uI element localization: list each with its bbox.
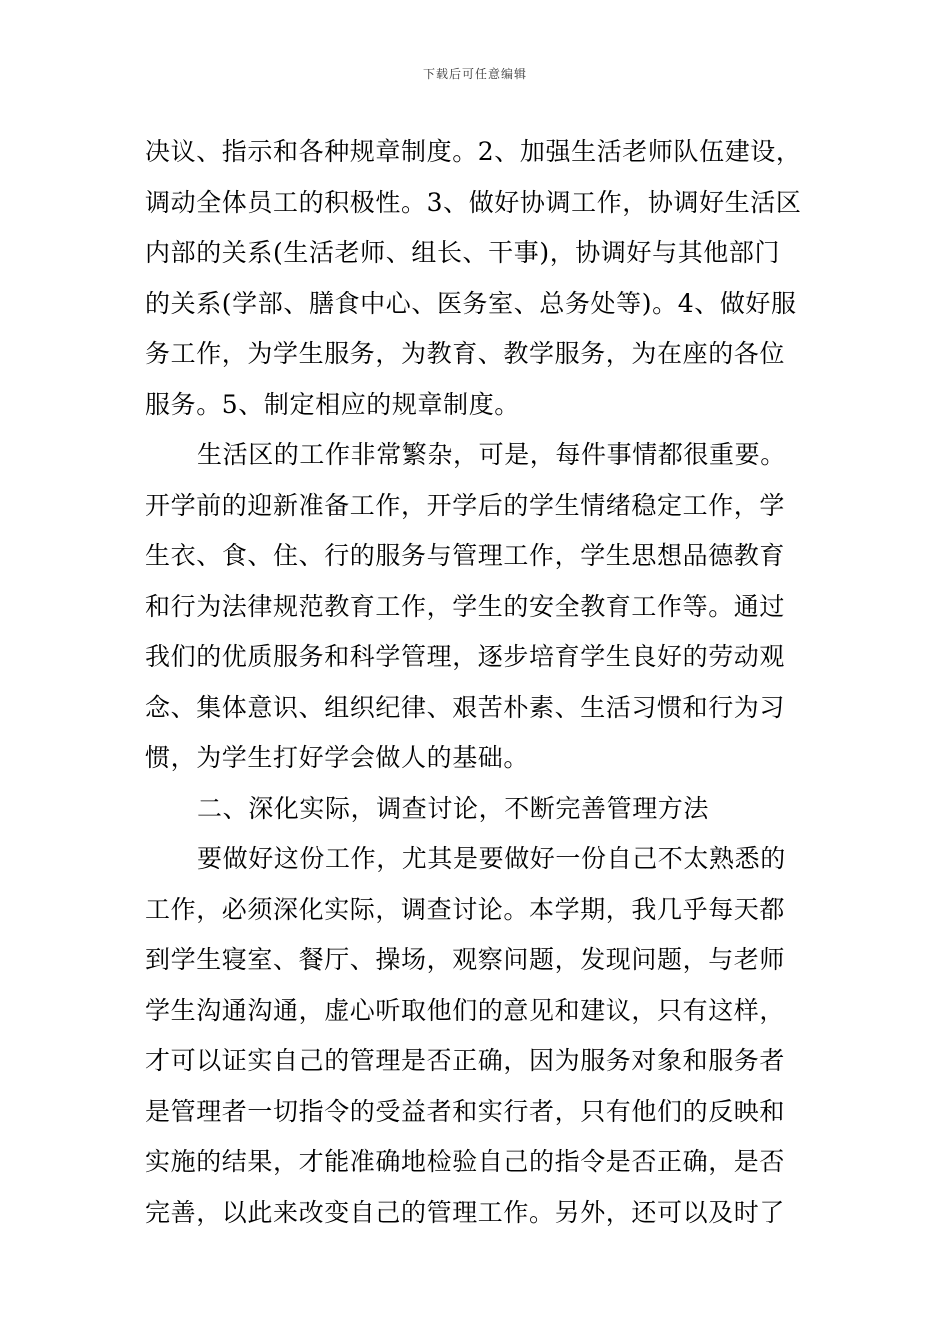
body-text: [145, 127, 807, 1238]
text-line: 完善，以此来改变自己的管理工作。另外，还可以及时了: [145, 1197, 786, 1227]
text-line: 念、集体意识、组织纪律、艰苦朴素、生活习惯和行为习: [145, 692, 786, 722]
text-line: 惯，为学生打好学会做人的基础。: [145, 743, 530, 772]
section-heading: 二、深化实际，调查讨论，不断完善管理方法: [197, 793, 710, 823]
text-line: 务工作，为学生服务，为教育、教学服务，为在座的各位: [145, 339, 786, 368]
text-line: 实施的结果，才能准确地检验自己的指令是否正确，是否: [145, 1147, 786, 1176]
text-line: 才可以证实自己的管理是否正确，因为服务对象和服务者: [145, 1046, 786, 1075]
paragraph-start-line: 要做好这份工作，尤其是要做好一份自己不太熟悉的: [197, 844, 786, 873]
text-line: 生衣、食、住、行的服务与管理工作，学生思想品德教育: [145, 541, 786, 570]
text-line: 服务。5、制定相应的规章制度。: [145, 389, 520, 419]
paragraph-start-line: 生活区的工作非常繁杂，可是，每件事情都很重要。: [197, 440, 786, 469]
text-line: 到学生寝室、餐厅、操场，观察问题，发现问题，与老师: [145, 945, 786, 974]
header-note: 下载后可任意编辑: [422, 67, 527, 81]
text-line: 开学前的迎新准备工作，开学后的学生情绪稳定工作，学: [145, 490, 786, 520]
text-line: 和行为法律规范教育工作，学生的安全教育工作等。通过: [145, 591, 786, 621]
text-line: 调动全体员工的积极性。3、做好协调工作，协调好生活区: [145, 187, 802, 217]
text-line: 的关系(学部、膳食中心、医务室、总务处等)。4、做好服: [145, 288, 797, 318]
text-line: 内部的关系(生活老师、组长、干事)，协调好与其他部门: [145, 238, 781, 267]
text-line: 我们的优质服务和科学管理，逐步培育学生良好的劳动观: [145, 642, 786, 671]
text-line: 是管理者一切指令的受益者和实行者，只有他们的反映和: [145, 1096, 786, 1126]
text-line: 学生沟通沟通，虚心听取他们的意见和建议，只有这样，: [145, 995, 786, 1025]
text-line: 决议、指示和各种规章制度。2、加强生活老师队伍建设，: [145, 137, 802, 166]
text-line: 工作，必须深化实际，调查讨论。本学期，我几乎每天都: [145, 894, 786, 924]
